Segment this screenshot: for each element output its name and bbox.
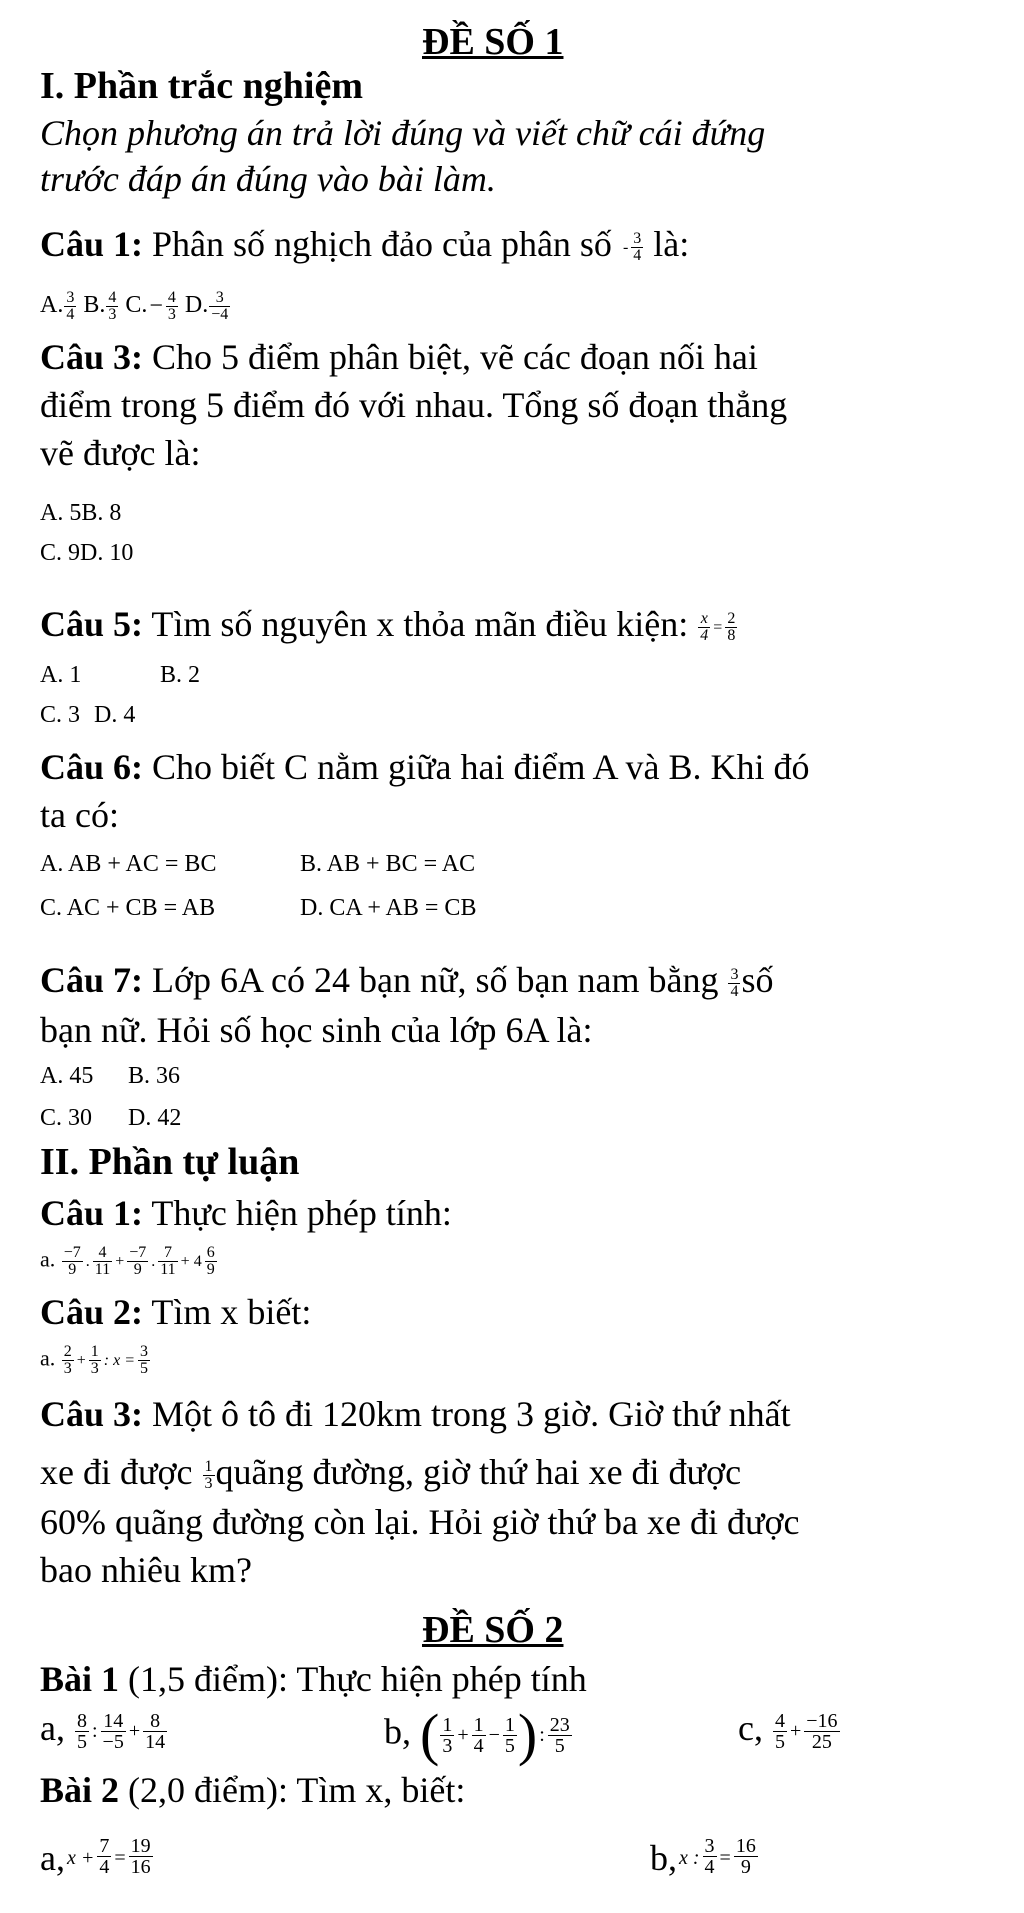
de2-bai1-b-f1 bbox=[440, 1715, 454, 1756]
p2-q3-frac bbox=[203, 1459, 215, 1492]
de2-bai1-b-op1: + bbox=[457, 1723, 469, 1746]
de2-bai2-b-pre: x : bbox=[679, 1847, 700, 1869]
p2-q1-f4 bbox=[158, 1245, 177, 1278]
p2-q1-f1-num: −7 bbox=[63, 1244, 81, 1261]
p1-q7-frac-den: 4 bbox=[730, 983, 739, 1001]
p2-q2-f1-den: 3 bbox=[63, 1360, 72, 1377]
de2-bai1-b-f4-num: 23 bbox=[549, 1713, 570, 1736]
p1-q1-opt-a-letter: A. bbox=[40, 292, 64, 319]
de2-bai1-c bbox=[738, 1706, 841, 1754]
part1-instruction-line2: trước đáp án đúng vào bài làm. bbox=[40, 159, 496, 199]
p1-q7-opt-d: D. 42 bbox=[128, 1105, 182, 1131]
p1-q1-options bbox=[40, 290, 231, 323]
de2-bai1-b-f2 bbox=[472, 1715, 486, 1756]
de2-bai2-b-f1-num: 3 bbox=[704, 1835, 715, 1857]
de2-bai1-c-f2 bbox=[804, 1711, 839, 1752]
p2-q2-label: Câu 2: bbox=[40, 1292, 144, 1332]
p1-q7-line2: bạn nữ. Hỏi số học sinh của lớp 6A là: bbox=[40, 1010, 593, 1050]
p1-q1-opt-c-sign: − bbox=[149, 293, 163, 319]
de2-bai2-a-pre: x + bbox=[66, 1847, 95, 1869]
p2-q2-letter: a. bbox=[40, 1345, 56, 1371]
p2-q1-f2 bbox=[93, 1245, 112, 1278]
p1-q1-text-before: Phân số nghịch đảo của phân số bbox=[152, 224, 612, 264]
p1-q5-text: Tìm số nguyên x thỏa mãn điều kiện: bbox=[151, 604, 689, 644]
de2-bai1-points: (1,5 điểm): bbox=[128, 1659, 288, 1699]
p1-q3-text1: Cho 5 điểm phân biệt, vẽ các đoạn nối hai bbox=[152, 337, 758, 377]
p2-q1-expression bbox=[40, 1245, 218, 1278]
p1-q1-opt-c-frac bbox=[166, 290, 178, 323]
p2-q1-whole: 4 bbox=[193, 1252, 202, 1270]
p1-q7-opt-c: C. 30 bbox=[40, 1105, 93, 1131]
p1-q5-opt-d: D. 4 bbox=[94, 702, 136, 728]
p1-q5 bbox=[40, 602, 738, 650]
de2-bai1-a bbox=[40, 1706, 168, 1754]
p1-q6-opt-c: C. AC + CB = AB bbox=[40, 895, 216, 921]
de2-bai1-a-op1: : bbox=[91, 1720, 98, 1743]
p2-q2-f1-num: 2 bbox=[63, 1343, 72, 1360]
p2-q1-f3-num: −7 bbox=[129, 1244, 147, 1261]
de2-bai2-b-letter: b, bbox=[650, 1838, 677, 1878]
p2-q1-f2-num: 4 bbox=[93, 1245, 112, 1262]
de2-bai1-a-f2 bbox=[101, 1711, 126, 1752]
de2-bai2-b-f2 bbox=[734, 1836, 758, 1877]
de2-bai1-c-f2-num: −16 bbox=[806, 1710, 838, 1733]
de2-bai1-a-f2-num: 14 bbox=[101, 1711, 126, 1732]
p1-q3-line2: điểm trong 5 điểm đó với nhau. Tổng số đoạn thẳng bbox=[40, 385, 788, 425]
de2-bai1-b-f2-den: 4 bbox=[473, 1734, 484, 1757]
de2-bai1-c-letter: c, bbox=[738, 1708, 763, 1748]
p2-q3-frac-den: 3 bbox=[204, 1475, 213, 1493]
p1-q1-opt-b-num: 4 bbox=[108, 289, 117, 306]
p1-q5-frac1 bbox=[698, 611, 710, 644]
p1-q1-opt-b-frac bbox=[106, 290, 118, 323]
p1-q5-frac1-num: x bbox=[698, 611, 710, 628]
p2-q1-f5-num: 6 bbox=[206, 1244, 215, 1261]
p1-q7-frac-num: 3 bbox=[730, 966, 739, 984]
de2-bai1-b-f3 bbox=[503, 1715, 517, 1756]
p1-q5-frac1-den: 4 bbox=[700, 627, 709, 645]
p1-q6-line2: ta có: bbox=[40, 795, 119, 835]
p2-q3-line2-before: xe đi được bbox=[40, 1452, 193, 1492]
de2-bai2-a-letter: a, bbox=[40, 1838, 65, 1878]
p1-q5-eq: = bbox=[713, 619, 723, 637]
p1-q5-opt-a: A. 1 bbox=[40, 662, 82, 688]
p1-q1-opt-a-den: 4 bbox=[66, 306, 75, 323]
de2-bai1-b-op2: − bbox=[488, 1723, 500, 1746]
p2-q1-letter: a. bbox=[40, 1246, 56, 1272]
de2-bai1-a-f1-den: 5 bbox=[76, 1731, 87, 1754]
p1-q6-opt-b: B. AB + BC = AC bbox=[300, 851, 476, 877]
de2-bai1-c-op1: + bbox=[789, 1720, 802, 1743]
p1-q1-frac-sign: - bbox=[622, 239, 629, 257]
de2-bai2-a-f2-num: 19 bbox=[130, 1835, 151, 1857]
p2-q3-line1 bbox=[40, 1392, 791, 1437]
de2-bai1-b-f2-num: 1 bbox=[473, 1713, 484, 1736]
de2-bai2-b bbox=[650, 1836, 759, 1881]
de2-bai2-b-eq: = bbox=[719, 1847, 731, 1869]
p2-q2-f1 bbox=[62, 1344, 74, 1377]
de2-bai2-a-f2-den: 16 bbox=[130, 1856, 151, 1878]
de2-bai1-a-op2: + bbox=[128, 1720, 141, 1743]
de2-bai1-b-lparen: ( bbox=[420, 1702, 440, 1767]
p1-q5-frac2-den: 8 bbox=[727, 627, 736, 645]
p1-q5-opt-b: B. 2 bbox=[160, 662, 201, 688]
de2-bai1-b-f4 bbox=[548, 1715, 572, 1756]
p2-q2-f3 bbox=[138, 1344, 150, 1377]
p2-q1-f3-den: 9 bbox=[133, 1261, 142, 1278]
p1-q6-opt-a: A. AB + AC = BC bbox=[40, 851, 217, 877]
p1-q5-opt-c: C. 3 bbox=[40, 702, 81, 728]
p1-q7-opt-a: A. 45 bbox=[40, 1063, 94, 1089]
p2-q3-text1: Một ô tô đi 120km trong 3 giờ. Giờ thứ nhất bbox=[152, 1394, 791, 1434]
de2-bai1-a-f2-den: −5 bbox=[102, 1731, 124, 1754]
p1-q1-opt-d-letter: D. bbox=[184, 292, 209, 319]
p2-q1-dot1: . bbox=[85, 1252, 90, 1270]
de2-bai2-b-f1 bbox=[703, 1836, 717, 1877]
p2-q1-dot2: . bbox=[151, 1252, 156, 1270]
p2-q1-f3 bbox=[127, 1245, 148, 1278]
part1-instruction-line1: Chọn phương án trả lời đúng và viết chữ cái đứng bbox=[40, 113, 766, 153]
p1-q1-opt-a-frac bbox=[64, 290, 76, 323]
p2-q1-f4-num: 7 bbox=[158, 1245, 177, 1262]
de2-bai1 bbox=[40, 1657, 587, 1702]
de2-bai2-a-eq: = bbox=[114, 1847, 126, 1869]
p1-q1-opt-c-num: 4 bbox=[167, 289, 176, 306]
p1-q7-text-before: Lớp 6A có 24 bạn nữ, số bạn nam bằng bbox=[152, 960, 719, 1000]
de2-title: ĐỀ SỐ 2 bbox=[422, 1609, 564, 1651]
p1-q1-opt-d-den: −4 bbox=[211, 306, 229, 323]
de2-bai1-c-f1-num: 4 bbox=[774, 1710, 785, 1733]
p1-q6-opt-d: D. CA + AB = CB bbox=[300, 895, 477, 921]
p1-q3-line1 bbox=[40, 335, 758, 380]
p1-q1-opt-d-num: 3 bbox=[209, 290, 230, 307]
de1-title: ĐỀ SỐ 1 bbox=[422, 21, 564, 63]
p2-q1 bbox=[40, 1191, 452, 1236]
de2-bai2-b-f2-den: 9 bbox=[740, 1856, 751, 1878]
p2-q3-frac-num: 1 bbox=[204, 1458, 213, 1476]
p2-q2-f2-num: 1 bbox=[90, 1343, 99, 1360]
p2-q2 bbox=[40, 1290, 311, 1335]
p1-q1 bbox=[40, 222, 689, 270]
de2-bai2-a-f2 bbox=[129, 1836, 153, 1877]
p1-q1-opt-b-den: 3 bbox=[108, 306, 117, 323]
de2-bai1-c-f1-den: 5 bbox=[774, 1731, 785, 1754]
p2-q1-plus2: + bbox=[180, 1252, 190, 1270]
part2-heading: II. Phần tự luận bbox=[40, 1141, 300, 1183]
p2-q2-f2-den: 3 bbox=[90, 1360, 99, 1377]
p1-q3-line3: vẽ được là: bbox=[40, 433, 201, 473]
p2-q2-plus: + bbox=[76, 1351, 86, 1369]
p1-q5-frac2 bbox=[725, 611, 737, 644]
de2-bai1-b-f3-num: 1 bbox=[504, 1713, 515, 1736]
p1-q7-line1 bbox=[40, 958, 774, 1003]
de2-bai1-b-letter: b, bbox=[384, 1711, 411, 1752]
p2-q3-label: Câu 3: bbox=[40, 1394, 144, 1434]
de2-bai1-a-f1-num: 8 bbox=[76, 1710, 87, 1733]
p1-q1-opt-d-frac bbox=[209, 290, 230, 323]
de2-bai1-a-f3 bbox=[143, 1711, 167, 1752]
de2-bai1-a-f3-den: 14 bbox=[145, 1731, 166, 1754]
p1-q1-label: Câu 1: bbox=[40, 224, 144, 264]
de2-bai2-points: (2,0 điểm): bbox=[128, 1770, 288, 1810]
p2-q3-line3: 60% quãng đường còn lại. Hỏi giờ thứ ba xe đi được bbox=[40, 1502, 800, 1542]
de2-bai1-b-f1-num: 1 bbox=[442, 1713, 453, 1736]
de2-bai2-b-f1-den: 4 bbox=[704, 1856, 715, 1878]
de2-bai1-c-f2-den: 25 bbox=[811, 1731, 832, 1754]
p2-q3-line2 bbox=[40, 1450, 741, 1495]
de2-bai2-a-f1-den: 4 bbox=[99, 1856, 110, 1878]
de2-bai1-text: Thực hiện phép tính bbox=[296, 1659, 587, 1699]
p1-q6-text1: Cho biết C nằm giữa hai điểm A và B. Khi đó bbox=[152, 747, 810, 787]
p2-q1-f1 bbox=[62, 1245, 83, 1278]
p2-q1-plus1: + bbox=[115, 1252, 125, 1270]
p2-q1-f5-den: 9 bbox=[206, 1261, 215, 1278]
de2-bai1-b-f4-den: 5 bbox=[554, 1734, 565, 1757]
p2-q2-expression bbox=[40, 1344, 151, 1377]
de2-bai2 bbox=[40, 1768, 465, 1813]
p1-q7-label: Câu 7: bbox=[40, 960, 144, 1000]
p1-q6-label: Câu 6: bbox=[40, 747, 144, 787]
de2-bai1-b-rparen: ) bbox=[517, 1702, 538, 1767]
p1-q3-label: Câu 3: bbox=[40, 337, 144, 377]
p1-q5-label: Câu 5: bbox=[40, 604, 144, 644]
de2-bai1-a-f3-num: 8 bbox=[143, 1711, 167, 1732]
de2-bai2-a-f1-num: 7 bbox=[99, 1835, 110, 1857]
de2-bai2-label: Bài 2 bbox=[40, 1770, 120, 1810]
part1-heading: I. Phần trắc nghiệm bbox=[40, 65, 363, 107]
p1-q5-frac2-num: 2 bbox=[727, 610, 736, 628]
de2-bai2-a bbox=[40, 1836, 154, 1881]
p1-q1-opt-c-letter: C. bbox=[125, 292, 148, 319]
de2-bai1-c-f1 bbox=[773, 1711, 787, 1752]
p1-q1-opt-b-letter: B. bbox=[83, 292, 106, 319]
p1-q7-frac bbox=[728, 967, 740, 1000]
p1-q7-opt-b: B. 36 bbox=[128, 1063, 181, 1089]
p2-q1-f5 bbox=[205, 1245, 217, 1278]
p2-q1-f4-den: 11 bbox=[160, 1261, 176, 1278]
p1-q6-line1 bbox=[40, 745, 809, 790]
p1-q1-opt-a-num: 3 bbox=[66, 289, 75, 306]
p2-q1-label: Câu 1: bbox=[40, 1193, 144, 1233]
de2-bai1-b-f3-den: 5 bbox=[504, 1734, 515, 1757]
p1-q7-text-after: số bbox=[741, 960, 774, 1000]
p2-q3-line4: bao nhiêu km? bbox=[40, 1550, 252, 1590]
p2-q1-text: Thực hiện phép tính: bbox=[151, 1193, 452, 1233]
p1-q1-frac-den: 4 bbox=[633, 247, 642, 265]
p2-q2-f3-den: 5 bbox=[140, 1360, 149, 1377]
p1-q1-frac-num: 3 bbox=[633, 230, 642, 248]
de2-bai2-text: Tìm x, biết: bbox=[296, 1770, 466, 1810]
p2-q2-rest: : x = bbox=[103, 1351, 136, 1369]
p2-q3-line2-after: quãng đường, giờ thứ hai xe đi được bbox=[215, 1452, 742, 1492]
de2-bai2-a-f1 bbox=[97, 1836, 111, 1877]
de2-bai1-a-letter: a, bbox=[40, 1708, 65, 1748]
de2-bai1-b bbox=[384, 1702, 573, 1767]
p2-q1-f1-den: 9 bbox=[68, 1261, 77, 1278]
de2-bai1-b-f1-den: 3 bbox=[442, 1734, 453, 1757]
p1-q1-opt-c-den: 3 bbox=[167, 306, 176, 323]
de2-bai1-a-f1 bbox=[75, 1711, 89, 1752]
p1-q1-fraction bbox=[631, 231, 643, 264]
de2-bai2-b-f2-num: 16 bbox=[735, 1835, 756, 1857]
p1-q3-options-row2: C. 9D. 10 bbox=[40, 540, 134, 566]
p2-q2-f2 bbox=[89, 1344, 101, 1377]
p2-q1-f2-den: 11 bbox=[94, 1261, 111, 1278]
de2-bai1-b-op3: : bbox=[539, 1723, 545, 1746]
p2-q2-f3-num: 3 bbox=[140, 1343, 149, 1360]
p1-q3-options-row1: A. 5B. 8 bbox=[40, 500, 122, 526]
p2-q2-text: Tìm x biết: bbox=[151, 1292, 312, 1332]
de2-bai1-label: Bài 1 bbox=[40, 1659, 120, 1699]
p1-q1-text-after: là: bbox=[653, 224, 690, 264]
